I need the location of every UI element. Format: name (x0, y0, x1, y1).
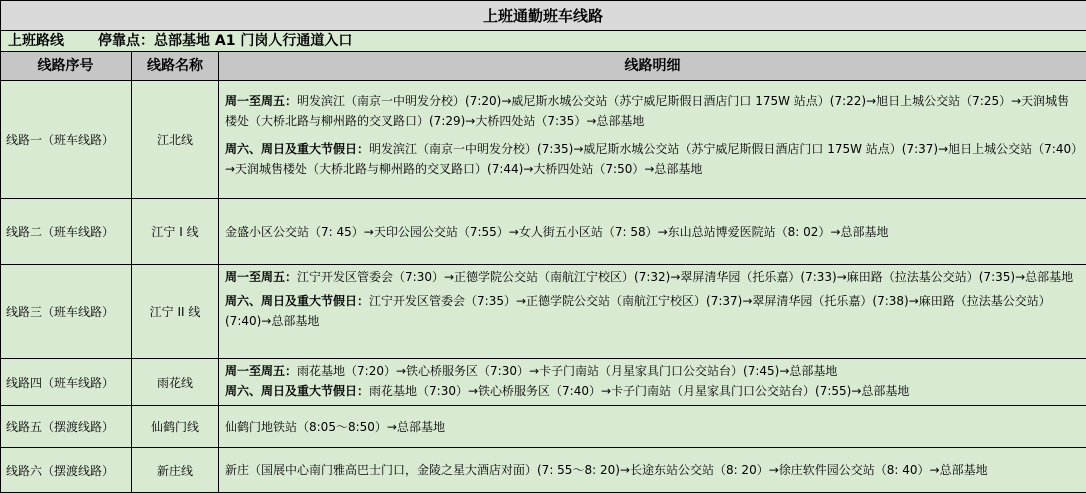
route-name: 江宁 II 线 (132, 265, 219, 358)
table-row (0, 359, 1086, 406)
schedule-text (225, 460, 988, 480)
table-row (0, 81, 1086, 199)
schedule-label: 周六、周日及重大节假日： (225, 142, 370, 156)
table-title: 上班通勤班车线路 (0, 0, 1086, 31)
schedule-label: 周六、周日及重大节假日： (225, 294, 370, 308)
table-row (0, 199, 1086, 265)
route-name: 新庄线 (132, 448, 219, 492)
schedule-label: 周一至周五： (225, 364, 298, 378)
route-detail (219, 406, 1086, 447)
route-detail (219, 81, 1086, 198)
schedule-weekend (225, 291, 1080, 331)
schedule-text (225, 222, 888, 242)
schedule-text: 仙鹤门地铁站（8:05～8:50）→总部基地 (225, 419, 445, 434)
schedule-weekday (225, 91, 1080, 131)
route-name: 江宁 I 线 (132, 199, 219, 264)
column-header-detail: 线路明细 (624, 58, 681, 74)
schedule-label: 周一至周五： (225, 94, 298, 108)
table-left-border (0, 0, 1, 493)
route-number: 线路五（摆渡线路） (0, 406, 132, 447)
column-header-name: 线路名称 (132, 52, 219, 80)
route-type-label: 上班路线 (8, 33, 64, 49)
route-detail (219, 199, 1086, 264)
route-detail (219, 359, 1086, 405)
schedule-text: 江宁开发区管委会（7:30）→正德学院公交站（南航江宁校区）(7:32)→翠屏清华园（托乐嘉）(7:33)→麻田路（拉法基公交站）(7:35)→总部基地 (297, 270, 1074, 284)
schedule-text (225, 417, 445, 437)
column-header-row (0, 52, 1086, 81)
route-number: 线路三（班车线路） (0, 265, 132, 358)
schedule-weekend (225, 381, 1080, 401)
route-number: 线路四（班车线路） (0, 359, 132, 405)
schedule-text: 雨花基地（7:30）→铁心桥服务区（7:40）→卡子门南站（月星家具门口公交站台）(7:55)→总部基地 (369, 384, 910, 398)
schedule-weekend (225, 139, 1080, 179)
route-number: 线路六（摆渡线路） (0, 448, 132, 492)
schedule-weekday (225, 267, 1080, 287)
route-subheader (0, 31, 1086, 52)
schedule-text: 雨花基地（7:20）→铁心桥服务区（7:30）→卡子门南站（月星家具门口公交站台）(7:45)→总部基地 (297, 364, 838, 378)
schedule-text: 明发滨江（南京一中明发分校）(7:35)→威尼斯水城公交站（苏宁威尼斯假日酒店门口 175W 站点）(7:37)→旭日上城公交站（7:40）→天润城售楼处（大桥北路与柳州路的交叉路口）(7:44)→大桥四处站（7:50）→总部基地 (225, 142, 1078, 176)
route-detail (219, 448, 1086, 492)
route-name: 江北线 (132, 81, 219, 198)
column-header-no: 线路序号 (0, 52, 132, 80)
route-detail (219, 265, 1086, 358)
schedule-label: 周一至周五： (225, 270, 298, 284)
schedule-text: 新庄（国展中心南门雅高巴士门口，金陵之星大酒店对面）(7: 55～8: 20)→长途东站公交站（8: 20）→徐庄软件园公交站（8: 40）→总部基地 (225, 463, 988, 477)
table-row (0, 265, 1086, 359)
stop-location: 停靠点：总部基地 A1 门岗人行通道入口 (98, 33, 353, 49)
route-number: 线路一（班车线路） (0, 81, 132, 198)
route-number: 线路二（班车线路） (0, 199, 132, 264)
table-row (0, 406, 1086, 448)
schedule-text: 明发滨江（南京一中明发分校）(7:20)→威尼斯水城公交站（苏宁威尼斯假日酒店门口 175W 站点）(7:22)→旭日上城公交站（7:25）→天润城售楼处（大桥北路与柳州路的交叉路口）(7:29)→大桥四处站（7:35）→总部基地 (225, 94, 1070, 128)
route-name: 仙鹤门线 (132, 406, 219, 447)
schedule-text: 江宁开发区管委会（7:35）→正德学院公交站（南航江宁校区）(7:37)→翠屏清华园（托乐嘉）(7:38)→麻田路（拉法基公交站）(7:40)→总部基地 (225, 294, 1051, 328)
schedule-text: 金盛小区公交站（7: 45）→天印公园公交站（7:55）→女人街五小区站（7: 58）→东山总站博爱医院站（8: 02）→总部基地 (225, 224, 889, 239)
schedule-label: 周六、周日及重大节假日： (225, 384, 370, 398)
table-row (0, 448, 1086, 493)
route-name: 雨花线 (132, 359, 219, 405)
schedule-weekday (225, 361, 1080, 381)
